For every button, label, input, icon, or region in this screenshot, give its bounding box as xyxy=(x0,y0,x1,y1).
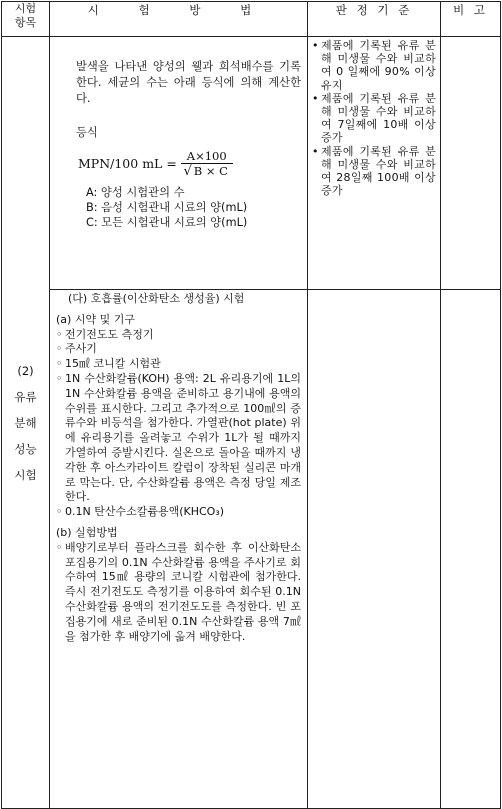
header-test-method xyxy=(50,2,308,37)
row-label-4: 성능 xyxy=(14,441,37,456)
mpn-formula xyxy=(78,149,301,179)
list-bullet: ◦ xyxy=(56,327,63,341)
list-bullet: ◦ xyxy=(56,342,63,356)
list-text: 15㎖ 코니칼 시험관 xyxy=(65,357,161,371)
criteria-text-day28: 제품에 기록된 유류 분해 미생물 수와 비교하여 28일째 100배 이상 증가 xyxy=(321,144,436,198)
criteria-bullet: • xyxy=(312,39,319,52)
criteria-cell-2 xyxy=(308,290,441,809)
criteria-item xyxy=(312,92,436,145)
formula-lhs: MPN/100 mL = xyxy=(78,156,177,171)
header-test-item-line2: 항목 xyxy=(14,16,37,29)
legend-a: A: 양성 시험관의 수 xyxy=(86,186,185,199)
header-test-item-line1: 시험 xyxy=(14,2,37,15)
list-text: 주사기 xyxy=(65,342,97,356)
list-bullet: ◦ xyxy=(56,357,63,371)
list-item xyxy=(56,541,301,645)
formula-fraction xyxy=(181,149,233,179)
header-test-method-text: 시 험 방 법 xyxy=(87,3,270,17)
formula-title: 등식 xyxy=(76,126,98,139)
list-text: 배양기로부터 플라스크를 회수한 후 이산화탄소 포집용기의 0.1N 수산화칼륨 용액을 주사기로 회수하여 15㎖ 용량의 코니칼 시험관에 첨가한다. 즉시 전기전도도 측정기를 이용하여 회수된 0.1N 수산화칼륨 용액의 전기전도도를 측정한다. 빈 포집용기에 새로 준비된 0.1N 수산화칼륨 용액 7㎖을 첨가한 후 배양기에 옮겨 배양한다. xyxy=(65,540,301,643)
formula-legend xyxy=(76,185,301,230)
list-text: 0.1N 탄산수소칼륨용액(KHCO₃) xyxy=(65,505,225,519)
list-item xyxy=(56,342,301,357)
subsection-a-title: (a) 시약 및 기구 xyxy=(56,312,135,326)
header-test-item xyxy=(2,2,50,37)
formula-denominator-text: B × C xyxy=(193,164,228,178)
remarks-cell-1 xyxy=(441,37,501,290)
criteria-item xyxy=(312,145,436,198)
legend-b: B: 음성 시험관내 시료의 양(mL) xyxy=(86,201,248,214)
list-text: 1N 수산화칼륨(KOH) 용액: 2L 유리용기에 1L의 1N 수산화칼륨 용액을 준비하고 용기내에 용액의 수위를 표시한다. 그리고 추가적으로 100㎖의 증류수와 비등석을 첨가한다. 가열판(hot plate) 위에 유리용기를 올려놓고 수위가 1L가 될 때까지 가열하여 증발시킨다. 실온으로 돌아올 때까지 냉각한 후 아스카라이트 칼럼이 장착된 실리콘 마개로 막는다. 단, 수산화칼륨 용액은 측정 당일 제조한다. xyxy=(65,371,301,504)
sqrt-sign: √ xyxy=(183,164,192,179)
list-item xyxy=(56,357,301,372)
test-method-table xyxy=(1,1,501,809)
header-criteria-text: 판 정 기 준 xyxy=(335,3,413,17)
row-label-5: 시험 xyxy=(14,467,37,482)
list-text: 전기전도도 측정기 xyxy=(65,327,154,341)
row-label-2: 유류 xyxy=(14,389,37,404)
remarks-cell-2 xyxy=(441,290,501,809)
method-formula-cell xyxy=(50,37,308,290)
respiration-title xyxy=(56,292,301,307)
respiration-title-text: (다) 호흡률(이산화탄소 생성율) 시험 xyxy=(68,292,245,305)
criteria-cell xyxy=(308,37,441,290)
criteria-bullet: • xyxy=(312,144,319,158)
header-criteria xyxy=(308,2,441,37)
method-paragraph: 발색을 나타낸 양성의 웰과 희석배수를 기록한다. 세균의 수는 아래 등식에 의해 계산한다. xyxy=(76,60,301,105)
table-row-formula xyxy=(2,37,501,290)
table-row-respiration xyxy=(2,290,501,809)
criteria-bullet: • xyxy=(312,91,319,105)
legend-c: C: 모든 시험관내 시료의 양(mL) xyxy=(86,216,248,229)
method-respiration-cell xyxy=(50,290,308,809)
subsection-b-title: (b) 실험방법 xyxy=(56,525,118,539)
criteria-text-day0: 제품에 기록된 유류 분해 미생물 수와 비교하여 0 일째에 90% 이상 유지 xyxy=(321,39,436,92)
table-header-row xyxy=(2,2,501,37)
list-item xyxy=(56,505,301,520)
list-bullet: ◦ xyxy=(56,371,63,385)
formula-numerator: A×100 xyxy=(181,149,233,164)
row-label-1: (2) xyxy=(17,363,34,378)
list-item xyxy=(56,328,301,343)
row-label-3: 분해 xyxy=(14,415,37,430)
list-item xyxy=(56,372,301,505)
header-remarks-text: 비 고 xyxy=(453,3,488,17)
row-label-cell xyxy=(2,37,50,809)
list-bullet: ◦ xyxy=(56,505,63,519)
criteria-text-day7: 제품에 기록된 유류 분해 미생물 수와 비교하여 7일째에 10배 이상 증가 xyxy=(321,91,436,145)
criteria-item xyxy=(312,39,436,92)
list-bullet: ◦ xyxy=(56,540,63,554)
header-remarks xyxy=(441,2,501,37)
formula-denominator xyxy=(181,164,232,179)
